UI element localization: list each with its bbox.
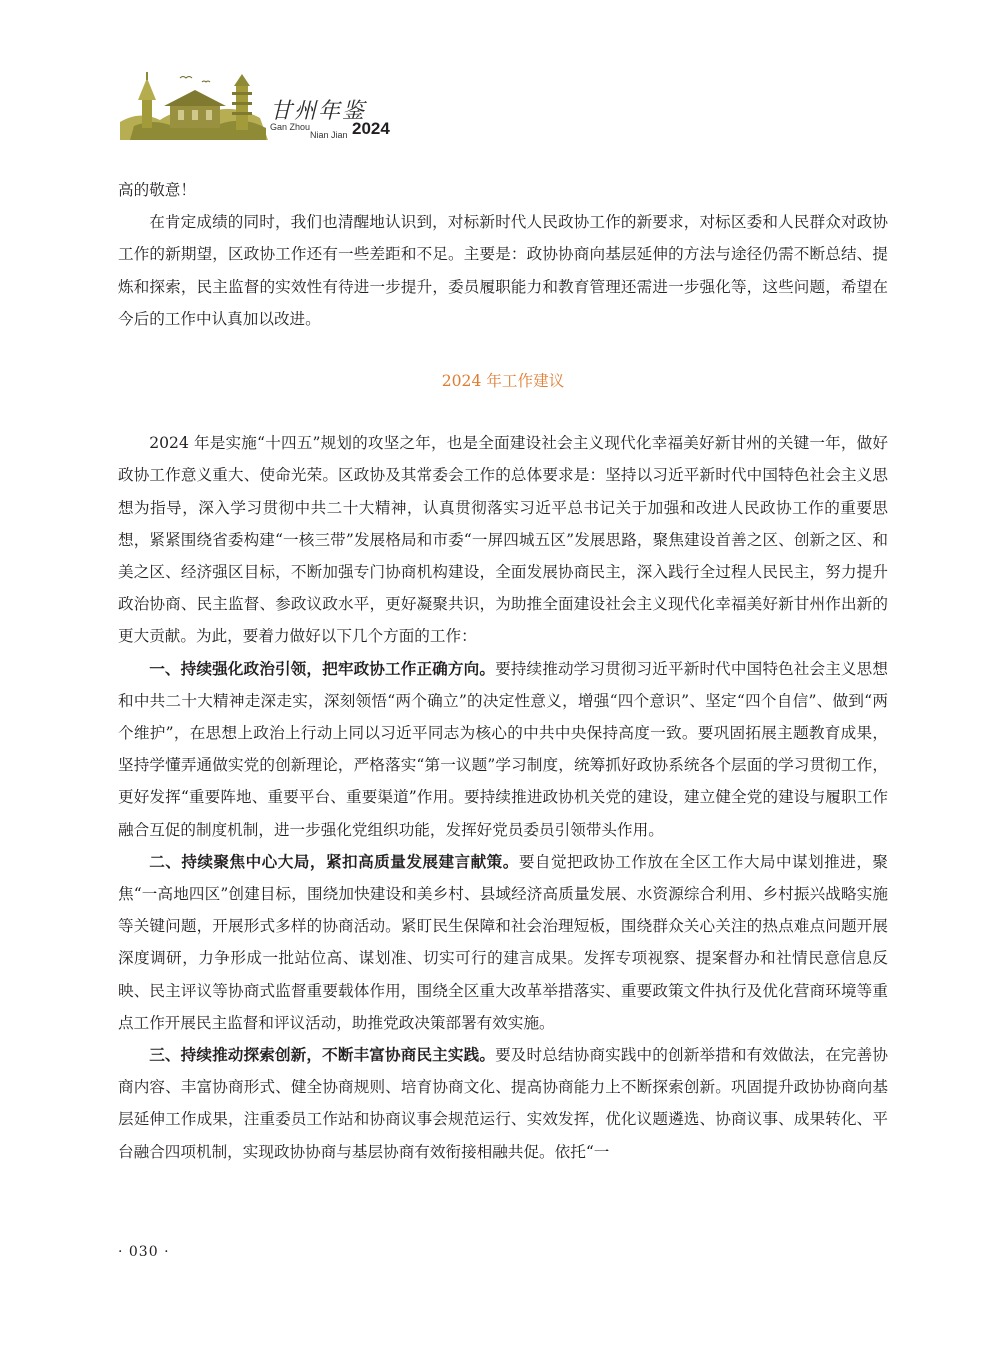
paragraph-continuation: 高的敬意！ <box>118 181 196 199</box>
paragraph-shortcomings: 在肯定成绩的同时，我们也清醒地认识到，对标新时代人民政协工作的新要求，对标区委和人民群众对政协工作的新期望，区政协工作还有一些差距和不足。主要是：政协协商向基层延伸的方法与途径仍需不断总结、提炼和探索，民主监督的实效性有待进一步提升，委员履职能力和教育管理还需进一步强化等，这些问题，希望在今后的工作中认真加以改进。 <box>118 213 888 328</box>
item-2-text: 要自觉把政协工作放在全区工作大局中谋划推进，聚焦“一高地四区”创建目标，围绕加快建设和美乡村、县域经济高质量发展、水资源综合利用、乡村振兴战略实施等关键问题，开展形式多样的协商活动。紧盯民生保障和社会治理短板，围绕群众关心关注的热点难点问题开展深度调研，力争形成一批站位高、谋划准、切实可行的建言成果。发挥专项视察、提案督办和社情民意信息反映、民主评议等协商式监督重要载体作用，围绕全区重大改革举措落实、重要政策文件执行及优化营商环境等重点工作开展民主监督和评议活动，助推党政决策部署有效实施。 <box>118 852 888 1032</box>
paragraph-item-2 <box>118 846 888 1039</box>
page-header <box>120 70 440 142</box>
page-number: · 030 · <box>118 1244 170 1260</box>
document-body <box>118 174 888 1168</box>
section-title: 2024 年工作建议 <box>441 372 565 391</box>
paragraph-overall-requirements: 2024 年是实施“十四五”规划的攻坚之年，也是全面建设社会主义现代化幸福美好新甘州的关键一年，做好政协工作意义重大、使命光荣。区政协及其常委会工作的总体要求是：坚持以习近平新时代中国特色社会主义思想为指导，深入学习贯彻中共二十大精神，认真贯彻落实习近平总书记关于加强和改进人民政协工作的重要思想，紧紧围绕省委构建“一核三带”发展格局和市委“一屏四城五区”发展思路，聚焦建设首善之区、创新之区、和美之区、经济强区目标，不断加强专门协商机构建设，全面发展协商民主，深入践行全过程人民民主，努力提升政治协商、民主监督、参政议政水平，更好凝聚共识，为助推全面建设社会主义现代化幸福美好新甘州作出新的更大贡献。为此，要着力做好以下几个方面的工作： <box>118 434 888 646</box>
paragraph-item-1 <box>118 653 888 846</box>
brand-gan-zhou: Gan Zhou <box>270 122 311 132</box>
item-3-lead: 三、持续推动探索创新，不断丰富协商民主实践。 <box>149 1046 496 1065</box>
item-1-text: 要持续推动学习贯彻习近平新时代中国特色社会主义思想和中共二十大精神走深走实，深刻领悟“两个确立”的决定性意义，增强“四个意识”、坚定“四个自信”、做到“两个维护”，在思想上政治上行动上同以习近平同志为核心的中共中央保持高度一致。要巩固拓展主题教育成果，坚持学懂弄通做实党的创新理论，严格落实“第一议题”学习制度，统筹抓好政协系统各个层面的学习贯彻工作，更好发挥“重要阵地、重要平台、重要渠道”作用。要持续推进政协机关党的建设，建立健全党的建设与履职工作融合互促的制度机制，进一步强化党组织功能，发挥好党员委员引领带头作用。 <box>118 659 888 839</box>
item-1-lead: 一、持续强化政治引领，把牢政协工作正确方向。 <box>149 659 496 678</box>
brand-script-title: 甘州年鉴 <box>270 99 367 124</box>
paragraph-item-3 <box>118 1039 888 1168</box>
item-3-text: 要及时总结协商实践中的创新举措和有效做法，在完善协商内容、丰富协商形式、健全协商规则、培育协商文化、提高协商能力上不断探索创新。巩固提升政协协商向基层延伸工作成果，注重委员工作站和协商议事会规范运行、实效发挥，优化议题遴选、协商议事、成果转化、平台融合四项机制，实现政协协商与基层协商有效衔接相融共促。依托“一 <box>118 1046 888 1161</box>
brand-year: 2024 <box>352 119 390 138</box>
pagoda-landscape-icon <box>120 70 268 142</box>
item-2-lead: 二、持续聚焦中心大局，紧扣高质量发展建言献策。 <box>149 852 519 871</box>
brand-nian-jian: Nian Jian <box>310 130 348 140</box>
